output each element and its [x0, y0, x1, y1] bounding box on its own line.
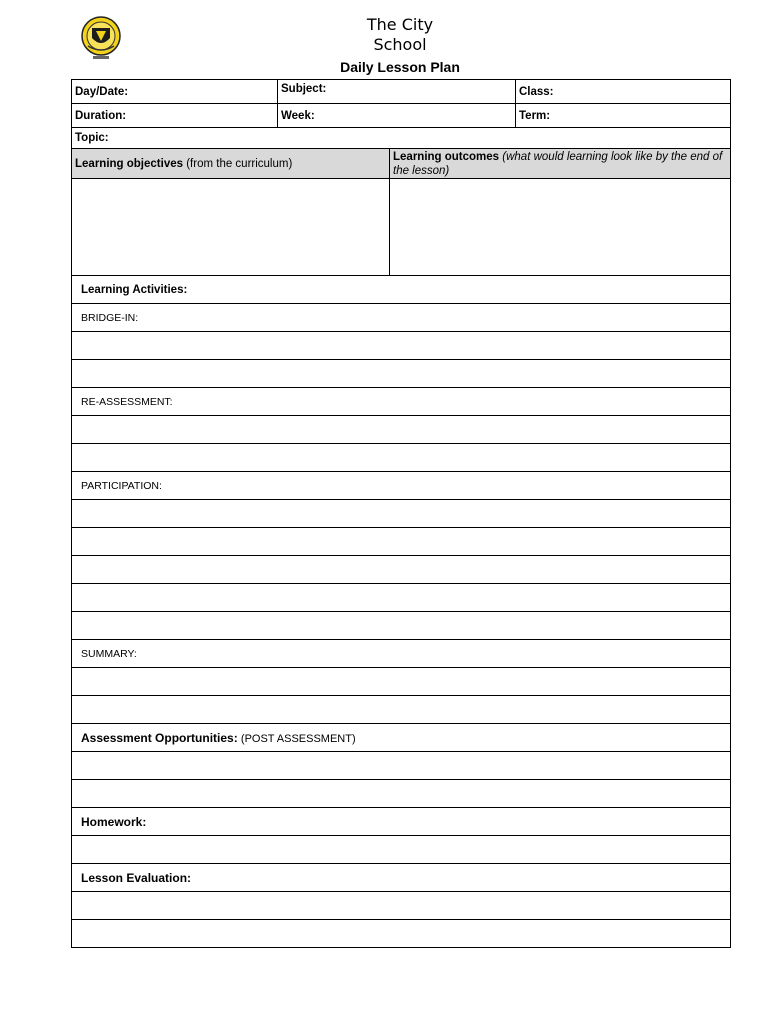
outcomes-entry[interactable]	[389, 179, 730, 275]
learning-activities-row	[71, 275, 731, 303]
summary-label: SUMMARY:	[81, 647, 137, 660]
homework-cell	[72, 808, 730, 835]
outcomes-note: (what would learning look like by the end of the lesson)	[393, 150, 723, 177]
re-assessment-label: RE-ASSESSMENT:	[81, 395, 173, 408]
assessment-row	[71, 723, 731, 751]
day-date-label: Day/Date:	[75, 85, 129, 98]
summary-line-2[interactable]	[71, 695, 731, 723]
school-name-line2: School	[373, 35, 427, 54]
day-date-cell[interactable]	[72, 80, 277, 103]
lesson-evaluation-line-1[interactable]	[71, 891, 731, 919]
objectives-note: (from the curriculum)	[186, 157, 293, 170]
assessment-line-2[interactable]	[71, 779, 731, 807]
homework-line-1[interactable]	[71, 835, 731, 863]
participation-line-5[interactable]	[71, 611, 731, 639]
assessment-line-1[interactable]	[71, 751, 731, 779]
lesson-evaluation-label: Lesson Evaluation:	[81, 870, 192, 885]
lesson-evaluation-line-2[interactable]	[71, 919, 731, 948]
topic-label: Topic:	[75, 132, 109, 144]
lesson-evaluation-cell	[72, 864, 730, 891]
learning-activities-label: Learning Activities:	[81, 283, 188, 296]
outcomes-header-cell	[389, 149, 730, 178]
header-row-2	[71, 103, 731, 127]
assessment-note: (POST ASSESSMENT)	[240, 732, 356, 745]
homework-row	[71, 807, 731, 835]
objectives-entry[interactable]	[72, 179, 389, 275]
participation-line-4[interactable]	[71, 583, 731, 611]
duration-cell[interactable]	[72, 104, 277, 127]
bridge-in-line-1[interactable]	[71, 331, 731, 359]
participation-line-3[interactable]	[71, 555, 731, 583]
bridge-in-row	[71, 303, 731, 331]
bridge-in-line-2[interactable]	[71, 359, 731, 387]
objectives-header-row	[71, 148, 731, 178]
summary-row	[71, 639, 731, 667]
lesson-evaluation-row	[71, 863, 731, 891]
summary-cell	[72, 640, 730, 667]
week-label: Week:	[281, 109, 315, 122]
participation-row	[71, 471, 731, 499]
school-name	[300, 15, 500, 55]
school-name-line1: The City	[366, 15, 434, 34]
document-title: Daily Lesson Plan	[340, 59, 460, 75]
participation-label: PARTICIPATION:	[81, 479, 162, 492]
assessment-cell	[72, 724, 730, 751]
objectives-header-cell	[72, 149, 389, 178]
subject-cell[interactable]	[277, 80, 515, 103]
class-label: Class:	[519, 85, 554, 98]
homework-label: Homework:	[81, 814, 147, 829]
assessment-label: Assessment Opportunities:	[81, 730, 238, 745]
school-crest-icon	[80, 14, 122, 62]
re-assessment-line-2[interactable]	[71, 443, 731, 471]
subject-label: Subject:	[281, 83, 327, 95]
week-cell[interactable]	[277, 104, 515, 127]
term-label: Term:	[519, 109, 551, 122]
term-cell[interactable]	[515, 104, 730, 127]
duration-label: Duration:	[75, 109, 127, 122]
class-cell[interactable]	[515, 80, 730, 103]
re-assessment-row	[71, 387, 731, 415]
lesson-plan-table	[71, 79, 731, 948]
re-assessment-cell	[72, 388, 730, 415]
participation-line-1[interactable]	[71, 499, 731, 527]
bridge-in-cell	[72, 304, 730, 331]
participation-line-2[interactable]	[71, 527, 731, 555]
topic-row	[71, 127, 731, 148]
participation-cell	[72, 472, 730, 499]
learning-activities-cell	[72, 276, 730, 303]
objectives-body-row	[71, 178, 731, 275]
header-row-1	[71, 79, 731, 103]
topic-cell[interactable]	[72, 128, 730, 148]
re-assessment-line-1[interactable]	[71, 415, 731, 443]
summary-line-1[interactable]	[71, 667, 731, 695]
objectives-label: Learning objectives	[75, 157, 184, 170]
bridge-in-label: BRIDGE-IN:	[81, 311, 139, 324]
outcomes-label: Learning outcomes	[393, 150, 500, 163]
